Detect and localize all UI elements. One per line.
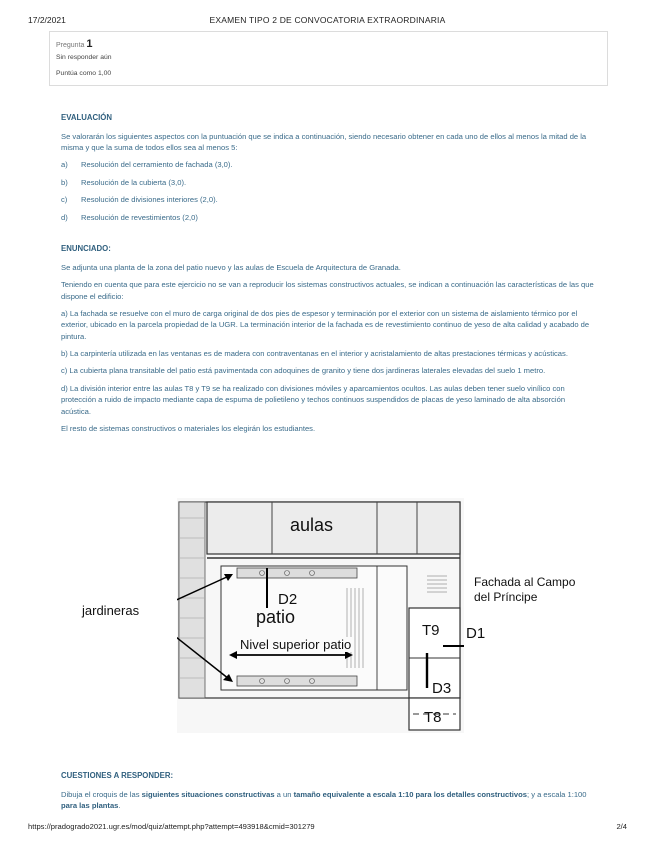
enunciado-paragraph: El resto de sistemas constructivos o materiales los elegirán los estudiantes. [61, 424, 316, 434]
question-label: Pregunta 1 [56, 38, 93, 50]
plan-label-nivel: Nivel superior patio [240, 637, 352, 652]
list-item: a) Resolución del cerramiento de fachada (3,0). [61, 160, 233, 170]
plan-label-t9: T9 [422, 622, 440, 639]
question-info-box [49, 31, 608, 86]
enunciado-paragraph: b) La carpintería utilizada en las ventanas es de madera con contraventanas en el interior y acristalamiento de altas prestaciones térmicas y acústicas. [61, 349, 568, 359]
list-item: b) Resolución de la cubierta (3,0). [61, 177, 187, 187]
plan-label-jardineras: jardineras [82, 603, 140, 618]
list-item: c) Resolución de divisiones interiores (2,0). [61, 195, 218, 205]
plan-label-t8: T8 [424, 709, 442, 726]
cuestiones-heading: CUESTIONES A RESPONDER: [61, 771, 174, 780]
plan-label-d3: D3 [432, 680, 452, 697]
page-number: 2/4 [616, 822, 627, 831]
plan-label-aulas: aulas [290, 515, 334, 535]
enunciado-paragraph: Teniendo en cuenta que para este ejercicio no se van a reproducir los sistemas constructivos actuales, se indican a continuación las características de las que dispone el edificio: [61, 280, 594, 301]
question-status: Sin responder aún [56, 54, 112, 61]
question-text [61, 112, 594, 440]
plan-label-fachada-1: Fachada al Campo [474, 575, 576, 589]
footer-url: https://pradogrado2021.ugr.es/mod/quiz/attempt.php?attempt=493918&cmid=301279 [28, 822, 315, 831]
plan-label-fachada-2: del Príncipe [474, 590, 538, 604]
evaluacion-intro: Se valorarán los siguientes aspectos con la puntuación que se indica a continuación, siendo necesario obtener en cada uno de ellos al menos la mitad de la misma y que la suma de todos ellos sea al menos 5: [61, 131, 587, 153]
question-number: 1 [86, 38, 93, 50]
plan-label-patio: patio [256, 607, 296, 627]
cuestiones-section [61, 770, 594, 817]
cuestiones-paragraph: Dibuja el croquis de las siguientes situaciones constructivas a un tamaño equivalente a escala 1:10 para los detalles constructivos; y a escala 1:100 para las plantas. [61, 789, 587, 811]
enunciado-paragraph: a) La fachada se resuelve con el muro de carga original de dos pies de espesor y terminación por el exterior con un sistema de aislamiento térmico por el exterior, ubicado en la parcela propiedad de la UGR. La terminación interior de la fachada es de revestimiento continuo de yeso de alta calidad y acabado de pintura. [61, 308, 590, 341]
enunciado-paragraph: c) La cubierta plana transitable del patio está pavimentada con adoquines de granito y tiene dos jardineras laterales elevadas del suelo 1 metro. [61, 366, 546, 376]
print-date: 17/2/2021 [28, 15, 66, 25]
enunciado-paragraph: Se adjunta una planta de la zona del patio nuevo y las aulas de Escuela de Arquitectura de Granada. [61, 262, 401, 272]
evaluacion-heading: EVALUACIÓN [61, 113, 112, 122]
enunciado-paragraph: d) La división interior entre las aulas T8 y T9 se ha realizado con divisiones móviles y aparcamientos ocultos. Las aulas deben tener suelo vinílico con protección a ruido de impacto mediante capa de espuma de polietileno y techos continuos suspendidos de placas de yeso laminado de alta absorción acústica. [61, 383, 566, 416]
plan-label-d1: D1 [466, 625, 486, 642]
enunciado-heading: ENUNCIADO: [61, 244, 111, 254]
page-title: EXAMEN TIPO 2 DE CONVOCATORIA EXTRAORDINARIA [209, 15, 446, 25]
plan-label-d2: D2 [278, 591, 298, 608]
question-score: Puntúa como 1,00 [56, 70, 112, 77]
list-item: d) Resolución de revestimientos (2,0) [61, 212, 198, 222]
